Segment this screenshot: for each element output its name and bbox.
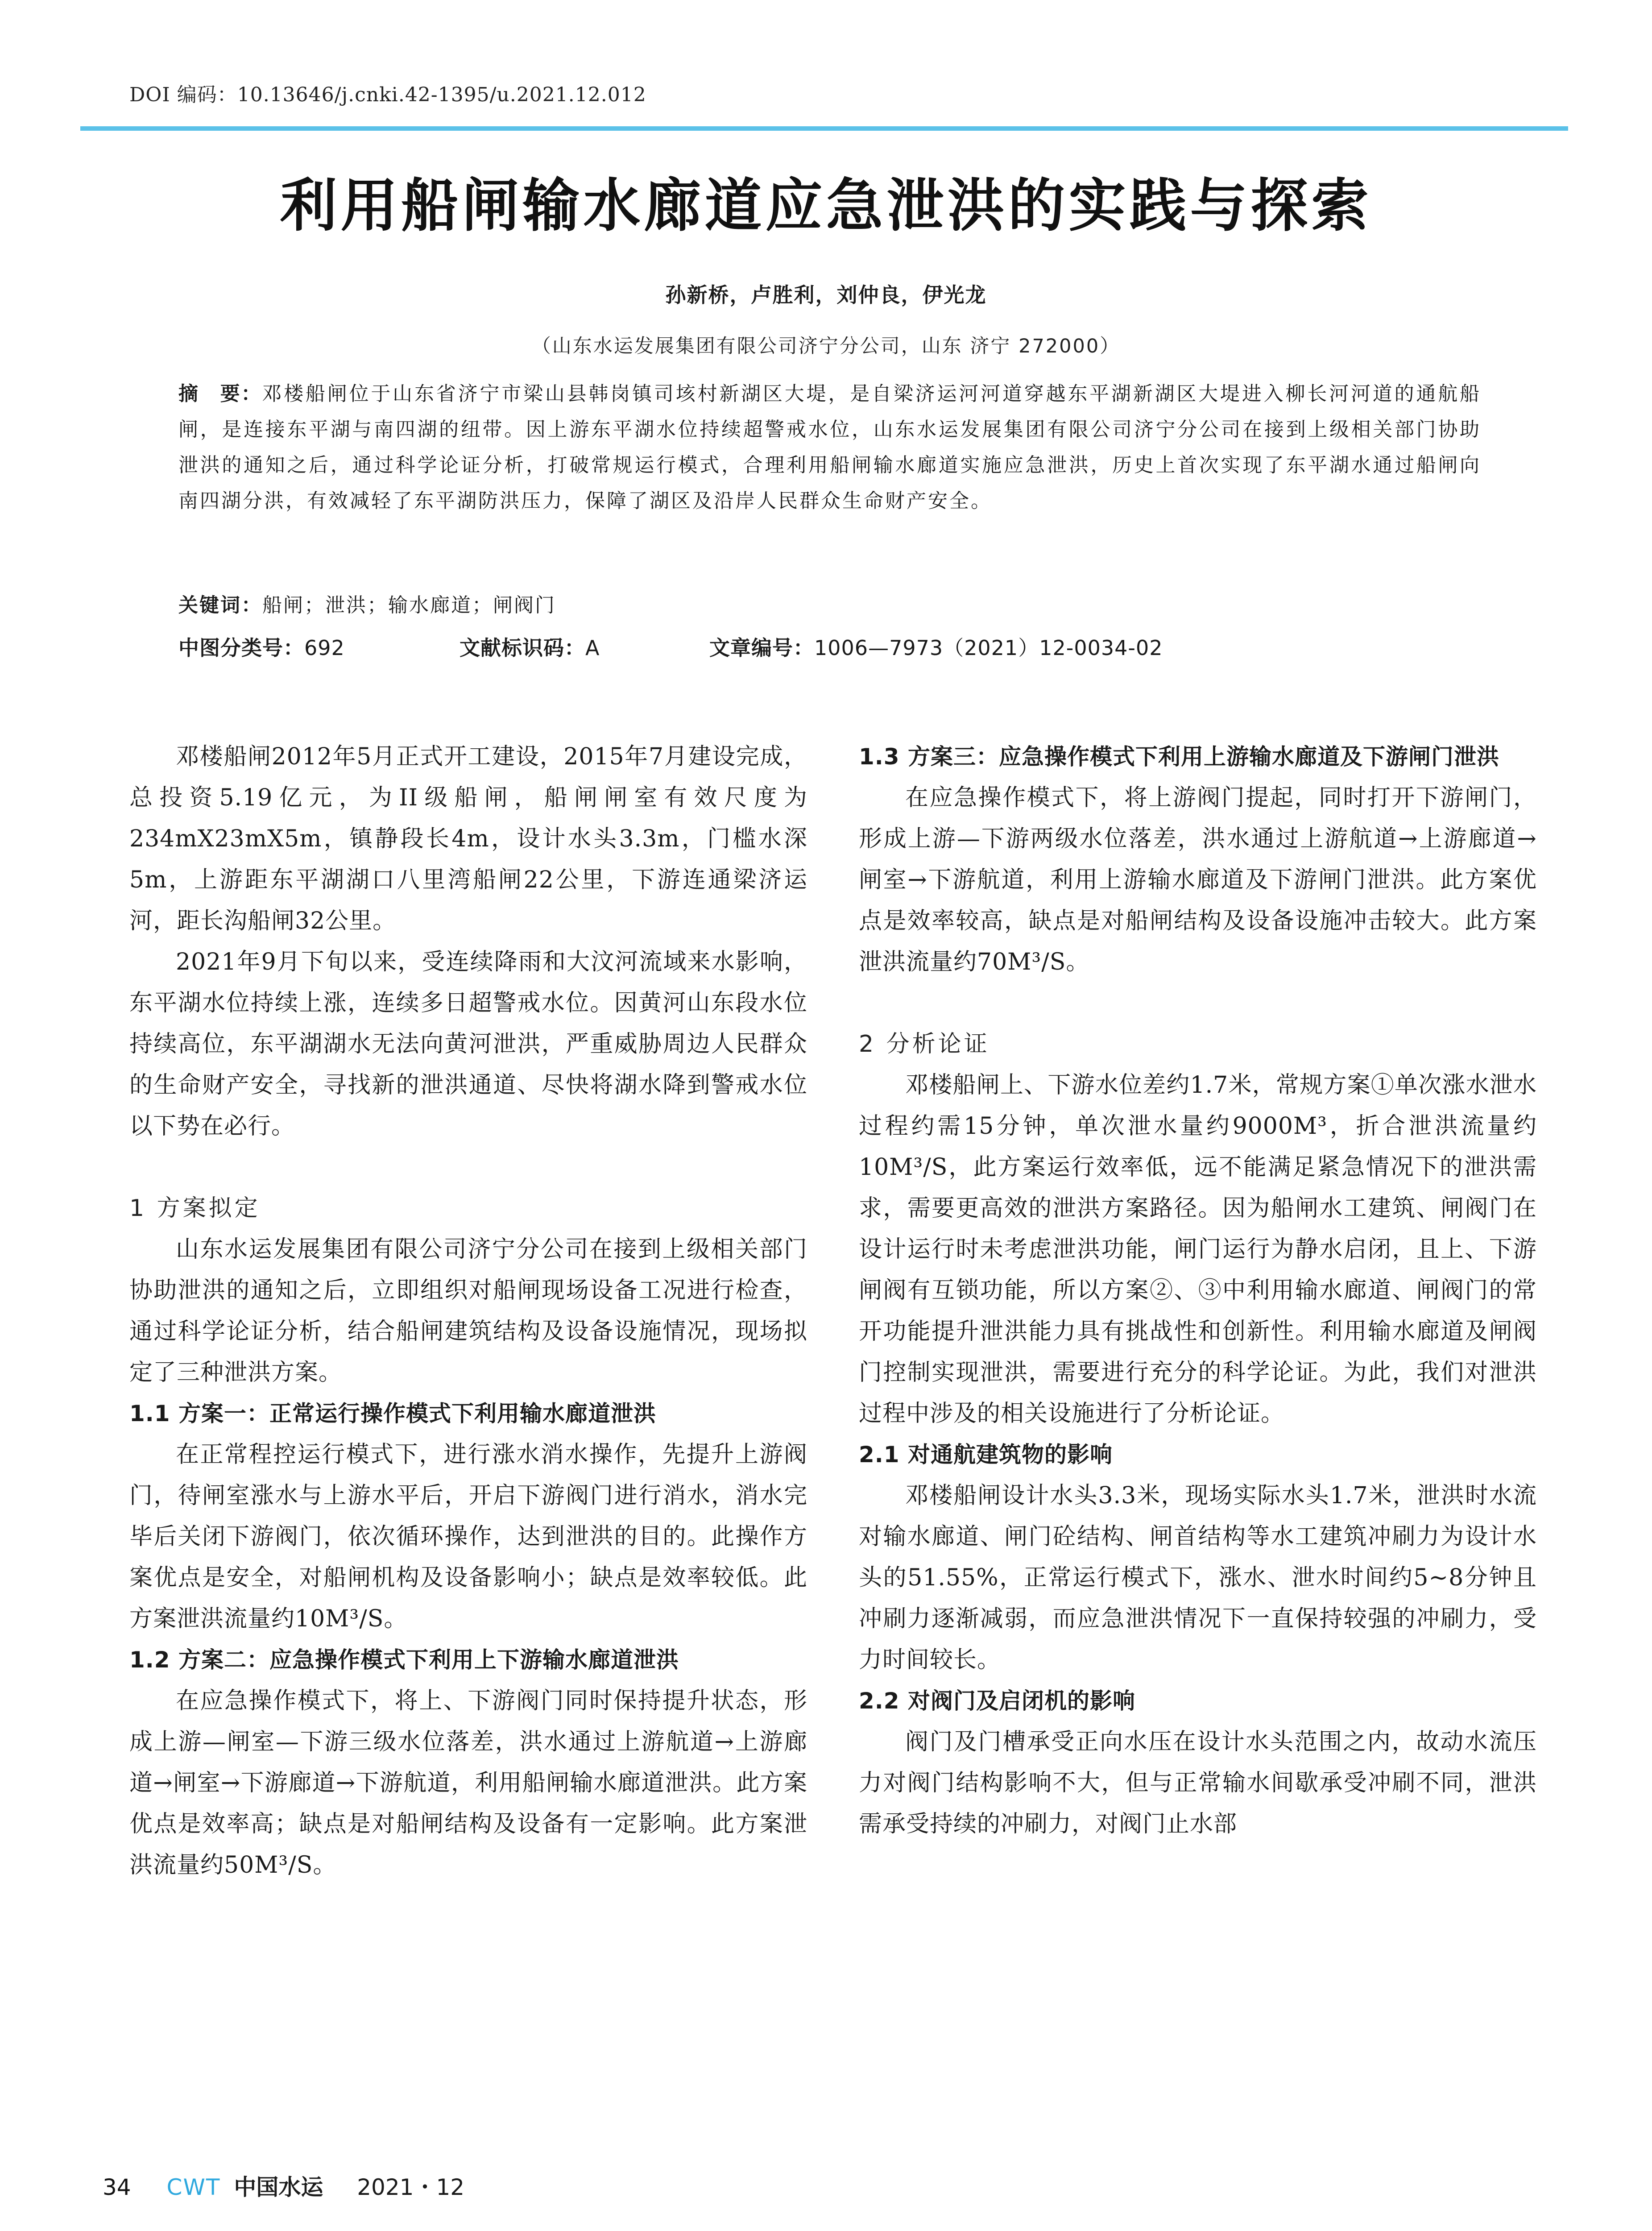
paragraph: 邓楼船闸上、下游水位差约1.7米，常规方案①单次涨水泄水过程约需15分钟，单次泄水量约9000M³，折合泄洪流量约10M³/S，此方案运行效率低，远不能满足紧急情况下的泄洪需求，需要更高效的泄洪方案路径。因为船闸水工建筑、闸阀门在设计运行时未考虑泄洪功能，闸门运行为静水启闭，且上、下游闸阀有互锁功能，所以方案②、③中利用输水廊道、闸阀门的常开功能提升泄洪能力具有挑战性和创新性。利用输水廊道及闸阀门控制实现泄洪，需要进行充分的科学论证。为此，我们对泄洪过程中涉及的相关设施进行了分析论证。 [859, 1072, 1537, 1427]
section-heading: 1 方案拟定 [129, 1195, 261, 1222]
right-column [859, 736, 1537, 1845]
abstract-label: 摘 要： [178, 382, 262, 405]
subsection-heading: 2.1 对通航建筑物的影响 [859, 1442, 1113, 1468]
article-number [709, 632, 1163, 661]
paragraph: 在正常程控运行模式下，进行涨水消水操作，先提升上游阀门，待闸室涨水与上游水平后，开启下游阀门进行消水，消水完毕后关闭下游阀门，依次循环操作，达到泄洪的目的。此操作方案优点是安全，对船闸机构及设备影响小；缺点是效率较低。此方案泄洪流量约10M³/S。 [129, 1441, 807, 1632]
paragraph: 山东水运发展集团有限公司济宁分公司在接到上级相关部门协助泄洪的通知之后，立即组织对船闸现场设备工况进行检查，通过科学论证分析，结合船闸建筑结构及设备设施情况，现场拟定了三种泄洪方案。 [129, 1236, 807, 1386]
paragraph: 邓楼船闸设计水头3.3米，现场实际水头1.7米，泄洪时水流对输水廊道、闸门砼结构、闸首结构等水工建筑冲刷力为设计水头的51.55%，正常运行模式下，涨水、泄水时间约5~8分钟且冲刷力逐渐减弱，而应急泄洪情况下一直保持较强的冲刷力，受力时间较长。 [859, 1482, 1537, 1673]
article-no-value: 1006—7973（2021）12-0034-02 [814, 636, 1163, 660]
journal-name: 中国水运 [234, 2174, 323, 2200]
header-rule [80, 126, 1568, 131]
article-title: 利用船闸输水廊道应急泄洪的实践与探索 [280, 172, 1372, 239]
subsection-heading: 1.3 方案三：应急操作模式下利用上游输水廊道及下游闸门泄洪 [859, 744, 1499, 770]
journal-issue: 2021・12 [357, 2174, 465, 2200]
authors: 孙新桥，卢胜利，刘仲良，伊光龙 [665, 283, 987, 307]
page-footer [103, 2169, 464, 2202]
doi-line: DOI 编码：10.13646/j.cnki.42-1395/u.2021.12.012 [129, 83, 646, 106]
doc-code-value: A [585, 636, 600, 660]
left-column [129, 736, 807, 1886]
subsection-heading: 1.2 方案二：应急操作模式下利用上下游输水廊道泄洪 [129, 1647, 679, 1673]
clc-label: 中图分类号： [178, 636, 304, 660]
clc-number [178, 632, 345, 661]
keywords-label: 关键词： [178, 594, 262, 617]
subsection-heading: 1.1 方案一：正常运行操作模式下利用输水廊道泄洪 [129, 1401, 656, 1427]
journal-logo: CWT [166, 2174, 221, 2200]
paragraph: 在应急操作模式下，将上游阀门提起，同时打开下游闸门，形成上游—下游两级水位落差，洪水通过上游航道→上游廊道→闸室→下游航道，利用上游输水廊道及下游闸门泄洪。此方案优点是效率较高，缺点是对船闸结构及设备设施冲击较大。此方案泄洪流量约70M³/S。 [859, 784, 1537, 975]
abstract-text: 邓楼船闸位于山东省济宁市梁山县韩岗镇司垓村新湖区大堤，是自梁济运河河道穿越东平湖新湖区大堤进入柳长河河道的通航船闸，是连接东平湖与南四湖的纽带。因上游东平湖水位持续超警戒水位，山东水运发展集团有限公司济宁分公司在接到上级相关部门协助泄洪的通知之后，通过科学论证分析，打破常规运行模式，合理利用船闸输水廊道实施应急泄洪，历史上首次实现了东平湖水通过船闸向南四湖分洪，有效减轻了东平湖防洪压力，保障了湖区及沿岸人民群众生命财产安全。 [178, 382, 1482, 512]
doc-code-label: 文献标识码： [460, 636, 585, 660]
keywords-text: 船闸；泄洪；输水廊道；闸阀门 [262, 594, 556, 617]
page-number: 34 [103, 2174, 131, 2200]
abstract [178, 376, 1481, 519]
clc-value: 692 [304, 636, 345, 660]
section-heading: 2 分析论证 [859, 1031, 990, 1057]
subsection-heading: 2.2 对阀门及启闭机的影响 [859, 1688, 1135, 1714]
document-code [460, 632, 600, 661]
paragraph: 邓楼船闸2012年5月正式开工建设，2015年7月建设完成，总投资5.19亿元，为II级船闸，船闸闸室有效尺度为234mX23mX5m，镇静段长4m，设计水头3.3m，门槛水深5m，上游距东平湖湖口八里湾船闸22公里，下游连通梁济运河，距长沟船闸32公里。 [129, 743, 807, 934]
paragraph: 阀门及门槽承受正向水压在设计水头范围之内，故动水流压力对阀门结构影响不大，但与正常输水间歇承受冲刷不同，泄洪需承受持续的冲刷力，对阀门止水部 [859, 1729, 1537, 1837]
paragraph: 2021年9月下旬以来，受连续降雨和大汶河流域来水影响，东平湖水位持续上涨，连续多日超警戒水位。因黄河山东段水位持续高位，东平湖湖水无法向黄河泄洪，严重威胁周边人民群众的生命财产安全，寻找新的泄洪通道、尽快将湖水降到警戒水位以下势在必行。 [129, 949, 807, 1140]
paragraph: 在应急操作模式下，将上、下游阀门同时保持提升状态，形成上游—闸室—下游三级水位落差，洪水通过上游航道→上游廊道→闸室→下游廊道→下游航道，利用船闸输水廊道泄洪。此方案优点是效率高；缺点是对船闸结构及设备有一定影响。此方案泄洪流量约50M³/S。 [129, 1688, 807, 1879]
affiliation: （山东水运发展集团有限公司济宁分公司，山东 济宁 272000） [531, 335, 1121, 357]
keywords [178, 589, 556, 618]
article-no-label: 文章编号： [709, 636, 814, 660]
